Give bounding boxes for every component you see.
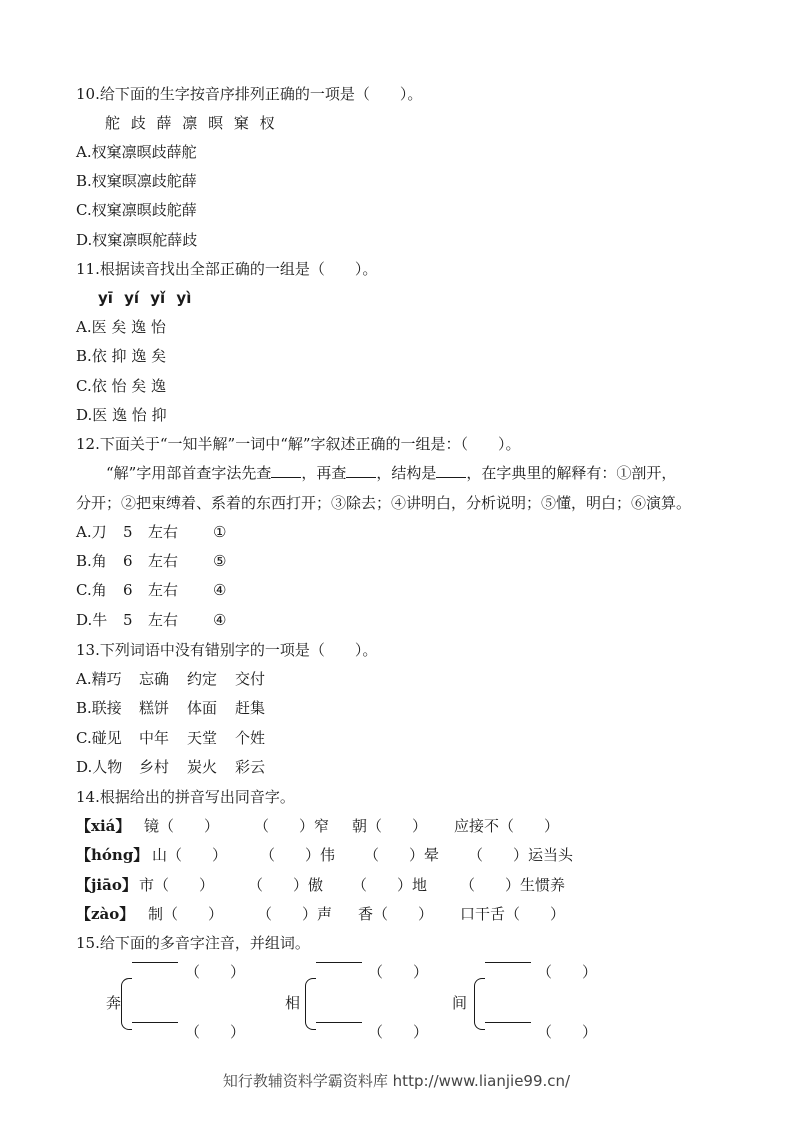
q12-d-strokes: 5 [123, 611, 133, 629]
q12-stem: 12.下面关于“一知半解”一词中“解”字叙述正确的一组是：（ ）。 [76, 435, 521, 453]
q13-a-word4: 交付 [235, 670, 266, 688]
q13-b-word1: B.联接 [76, 699, 122, 717]
q13-a-word3: 约定 [187, 670, 218, 688]
q12-b-structure: 左右 [148, 552, 179, 570]
q14-row2-item4[interactable]: （ ）运当头 [468, 846, 574, 864]
q11-option-d: D.医 逸 怡 抑 [76, 406, 167, 424]
q14-row4-item2[interactable]: （ ）声 [257, 905, 333, 923]
q15-char-ben: 奔 [106, 994, 122, 1012]
footer-watermark: 知行教辅资料学霸资料库 http://www.lianjie99.cn/ [222, 1072, 571, 1090]
q14-row-zao [76, 904, 596, 924]
q13-option-d [76, 757, 296, 777]
q12-c-radical: C.角 [76, 581, 107, 599]
q14-row3-item3[interactable]: （ ）地 [352, 876, 428, 894]
q12-text-b: ，再查 [301, 464, 347, 482]
q14-stem: 14.根据给出的拼音写出同音字。 [76, 788, 295, 806]
q15-jian-blank1[interactable] [485, 962, 531, 963]
q12-c-strokes: 6 [123, 581, 133, 599]
q14-row4-item3[interactable]: 香（ ） [358, 905, 434, 923]
q13-option-a [76, 669, 296, 689]
q12-d-radical: D.牛 [76, 611, 108, 629]
q15-ben-paren2[interactable]: （ ） [185, 1023, 246, 1041]
q12-a-meaning: ① [213, 523, 227, 541]
q13-c-word3: 天堂 [187, 729, 218, 747]
q14-row1-label: 【xiá】 [76, 817, 131, 835]
q14-row3-item1[interactable]: 市（ ） [139, 876, 215, 894]
q12-b-radical: B.角 [76, 552, 107, 570]
q12-option-d [76, 610, 276, 630]
q12-a-structure: 左右 [148, 523, 179, 541]
q14-row2-label: 【hóng】 [76, 846, 149, 864]
q12-text-d: ，在字典里的解释有：①剖开， [466, 464, 677, 482]
q11-option-b: B.依 抑 逸 矣 [76, 347, 167, 365]
q15-jian-paren2[interactable]: （ ） [537, 1023, 598, 1041]
q12-blank-structure[interactable] [436, 463, 466, 478]
q13-d-word4: 彩云 [235, 758, 266, 776]
q13-d-word1: D.人物 [76, 758, 123, 776]
q14-row2-item3[interactable]: （ ）晕 [364, 846, 440, 864]
q15-brace-jian [474, 978, 485, 1030]
q14-row1-item3[interactable]: 朝（ ） [352, 817, 428, 835]
q10-chars: 舵 歧 薛 凛 暝 窠 杈 [105, 114, 278, 132]
q12-option-c [76, 580, 276, 600]
q13-a-word2: 忘确 [139, 670, 170, 688]
q15-brace-xiang [305, 978, 316, 1030]
q13-option-b [76, 698, 296, 718]
q10-option-c: C.杈窠凛暝歧舵薛 [76, 201, 197, 219]
q15-ben-blank1[interactable] [132, 962, 178, 963]
q14-row1-item2[interactable]: （ ）窄 [254, 817, 330, 835]
q12-b-meaning: ⑤ [213, 552, 227, 570]
q13-a-word1: A.精巧 [76, 670, 122, 688]
q13-d-word3: 炭火 [187, 758, 218, 776]
q14-row1-item1[interactable]: 镜（ ） [144, 817, 220, 835]
q14-row-hong [76, 845, 596, 865]
q13-option-c [76, 728, 296, 748]
q15-xiang-blank2[interactable] [316, 1022, 362, 1023]
q11-option-c: C.依 怡 矣 逸 [76, 377, 167, 395]
q12-text-c: ，结构是 [376, 464, 437, 482]
q14-row3-label: 【jiāo】 [76, 876, 137, 894]
q14-row4-label: 【zào】 [76, 905, 135, 923]
q13-stem: 13.下列词语中没有错别字的一项是（ ）。 [76, 641, 378, 659]
q15-ben-blank2[interactable] [132, 1022, 178, 1023]
q13-b-word3: 体面 [187, 699, 218, 717]
q12-option-a [76, 522, 276, 542]
q10-option-a: A.杈窠凛暝歧薛舵 [76, 143, 197, 161]
q14-row4-item1[interactable]: 制（ ） [148, 905, 224, 923]
q14-row3-item4[interactable]: （ ）生惯养 [460, 876, 566, 894]
q14-row2-item2[interactable]: （ ）伟 [260, 846, 336, 864]
q14-row-xia [76, 816, 596, 836]
q11-stem: 11.根据读音找出全部正确的一组是（ ）。 [76, 260, 378, 278]
q10-option-d: D.杈窠凛暝舵薛歧 [76, 231, 198, 249]
q12-text-a: “解”字用部首查字法先查 [106, 464, 272, 482]
q12-b-strokes: 6 [123, 552, 133, 570]
q13-c-word2: 中年 [139, 729, 170, 747]
q15-stem: 15.给下面的多音字注音，并组词。 [76, 934, 310, 952]
q10-stem: 10.给下面的生字按音序排列正确的一项是（ ）。 [76, 85, 423, 103]
q15-char-xiang: 相 [285, 994, 301, 1012]
q15-jian-paren1[interactable]: （ ） [537, 963, 598, 981]
q15-xiang-paren1[interactable]: （ ） [368, 963, 429, 981]
q14-row-jiao [76, 875, 596, 895]
q15-ben-paren1[interactable]: （ ） [185, 963, 246, 981]
q13-b-word4: 赶集 [235, 699, 266, 717]
q12-c-structure: 左右 [148, 581, 179, 599]
q12-option-b [76, 551, 276, 571]
q13-d-word2: 乡村 [139, 758, 170, 776]
q12-c-meaning: ④ [213, 581, 227, 599]
q15-char-jian: 间 [452, 994, 468, 1012]
q14-row2-item1[interactable]: 山（ ） [152, 846, 228, 864]
q12-paragraph-line2: 分开；②把束缚着、系着的东西打开；③除去；④讲明白，分析说明；⑤懂，明白；⑥演算。 [76, 494, 692, 512]
q15-xiang-paren2[interactable]: （ ） [368, 1023, 429, 1041]
q14-row4-item4[interactable]: 口干舌（ ） [460, 905, 566, 923]
q13-b-word2: 糕饼 [139, 699, 170, 717]
q15-jian-blank2[interactable] [485, 1022, 531, 1023]
q12-blank-radical[interactable] [271, 463, 301, 478]
q14-row3-item2[interactable]: （ ）傲 [248, 876, 324, 894]
q14-row1-item4[interactable]: 应接不（ ） [454, 817, 560, 835]
q11-option-a: A.医 矣 逸 怡 [76, 318, 166, 336]
q13-c-word4: 个姓 [235, 729, 266, 747]
q12-a-strokes: 5 [123, 523, 133, 541]
q12-blank-strokes[interactable] [346, 463, 376, 478]
q12-paragraph-line1 [106, 463, 676, 483]
q12-a-radical: A.刀 [76, 523, 107, 541]
q12-d-structure: 左右 [148, 611, 179, 629]
q10-option-b: B.杈窠暝凛歧舵薛 [76, 172, 197, 190]
q15-xiang-blank1[interactable] [316, 962, 362, 963]
q12-d-meaning: ④ [213, 611, 227, 629]
q15-brace-ben [121, 978, 132, 1030]
q11-pinyin: yī yí yǐ yì [98, 289, 192, 307]
q13-c-word1: C.碰见 [76, 729, 122, 747]
